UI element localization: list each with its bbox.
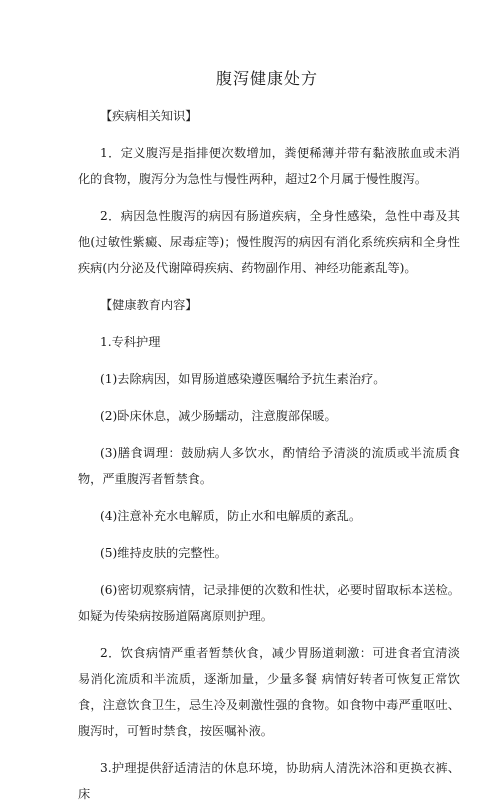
care-item-4: (4)注意补充水电解质，防止水和电解质的紊乱。 (100, 509, 362, 523)
care-item-3: (3)膳食调理：鼓励病人多饮水，酌情给予清淡的流质或半流质食物，严重腹泻者暂禁食。 (78, 446, 460, 486)
paragraph-definition: 1．定义腹泻是指排便次数增加，粪便稀薄并带有黏液脓血或未消化的食物，腹泻分为急性与慢性两种，超过2个月属于慢性腹泻。 (78, 146, 460, 186)
paragraph-diet: 2．饮食病情严重者暂禁伙食，减少胃肠道刺激：可进食者宜清淡易消化流质和半流质，逐渐加量，少量多餐 病情好转者可恢复正常饮食，注意饮食卫生，忌生冷及刺激性强的食物。如食物中毒严重呕吐、腹泻时，可暂时禁食，按医嘱补液。 (78, 646, 460, 738)
care-item-1: (1)去除病因，如胃肠道感染遵医嘱给予抗生素治疗。 (100, 372, 386, 386)
care-item-2: (2)卧床休息，减少肠蠕动，注意腹部保暖。 (100, 409, 337, 423)
section-heading-knowledge: 【疾病相关知识】 (100, 109, 198, 123)
paragraph-rest: 3.护理提供舒适清洁的休息环境，协助病人清洗沐浴和更换衣裤、床 (78, 761, 460, 801)
section-heading-education: 【健康教育内容】 (100, 298, 198, 312)
care-item-5: (5)维持皮肤的完整性。 (100, 546, 227, 560)
paragraph-cause: 2．病因急性腹泻的病因有肠道疾病，全身性感染，急性中毒及其他(过敏性紫癜、尿毒症等)；慢性腹泻的病因有消化系统疾病和全身性疾病(内分泌及代谢障碍疾病、药物副作用、神经功能紊乱等)。 (78, 209, 460, 275)
care-item-6: (6)密切观察病情，记录排便的次数和性状，必要时留取标本送检。如疑为传染病按肠道隔离原则护理。 (78, 583, 460, 623)
document-title: 腹泻健康处方 (215, 69, 318, 88)
care-heading: 1.专科护理 (100, 335, 161, 349)
